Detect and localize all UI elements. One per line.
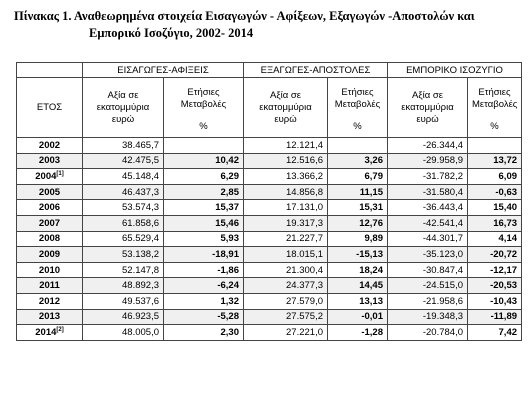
year-text: 2008 [38,233,61,245]
header-value-line-3: ευρώ [416,113,439,125]
group-header-imports: ΕΙΣΑΓΩΓΕΣ-ΑΦΙΞΕΙΣ [83,63,244,78]
imports-value-cell: 61.858,6 [83,215,164,231]
imports-value-cell: 48.005,0 [83,325,164,341]
exports-value-cell: 12.121,4 [244,138,328,154]
imports-change-cell: 15,37 [164,200,244,216]
group-header-empty [17,63,83,78]
header-imports-value [83,78,164,138]
year-cell [17,262,83,278]
year-cell [17,169,83,185]
exports-value-cell: 18.015,1 [244,247,328,263]
balance-value-cell: -30.847,4 [388,262,468,278]
header-value-line-2: εκατομμύρια [401,101,454,113]
balance-change-cell: -20,53 [468,278,522,294]
table-row [17,262,522,278]
exports-change-cell: 13,13 [328,293,388,309]
imports-change-cell: 6,29 [164,169,244,185]
header-change-line-1: Ετήσιες [187,87,220,98]
imports-change-cell: 10,42 [164,153,244,169]
table-row [17,293,522,309]
imports-value-cell: 52.147,8 [83,262,164,278]
balance-change-cell: 15,40 [468,200,522,216]
table-row [17,309,522,325]
imports-value-cell: 53.574,3 [83,200,164,216]
balance-value-cell: -19.348,3 [388,309,468,325]
header-balance-value [388,78,468,138]
exports-value-cell: 13.366,2 [244,169,328,185]
header-balance-change [468,78,522,138]
balance-value-cell: -42.541,4 [388,215,468,231]
balance-change-cell: -20,72 [468,247,522,263]
imports-change-cell: 15,46 [164,215,244,231]
balance-change-cell: 6,09 [468,169,522,185]
year-text: 2012 [38,295,61,307]
year-cell [17,278,83,294]
balance-change-cell: -10,43 [468,293,522,309]
year-cell [17,215,83,231]
balance-change-cell: -12,17 [468,262,522,278]
balance-value-cell: -20.784,0 [388,325,468,341]
balance-change-cell: 7,42 [468,325,522,341]
header-change-line-1: Ετήσιες [478,87,511,98]
table-caption [14,8,524,42]
footnote-marker: [1] [56,170,64,177]
header-exports-value [244,78,328,138]
balance-change-cell [468,138,522,154]
header-change-unit: % [490,121,499,132]
year-text: 2004 [35,170,57,182]
exports-change-cell: 15,31 [328,200,388,216]
year-text: 2005 [38,186,61,198]
balance-value-cell: -21.958,6 [388,293,468,309]
header-value-line-1: Αξία σε [270,89,301,101]
year-text: 2009 [38,248,61,260]
balance-value-cell: -26.344,4 [388,138,468,154]
imports-change-cell: -18,91 [164,247,244,263]
exports-change-cell [328,138,388,154]
year-cell [17,200,83,216]
year-text: 2013 [38,311,61,323]
table-body [17,138,522,341]
table-row [17,138,522,154]
exports-change-cell: 6,79 [328,169,388,185]
imports-value-cell: 45.148,4 [83,169,164,185]
balance-change-cell: 13,72 [468,153,522,169]
header-change-line-2: Μεταβολές [472,99,518,110]
column-header-row [17,78,522,138]
imports-change-cell: 5,93 [164,231,244,247]
year-text: 2011 [39,280,60,292]
year-text: 2006 [38,202,61,214]
exports-value-cell: 24.377,3 [244,278,328,294]
balance-change-cell: -0,63 [468,184,522,200]
imports-value-cell: 65.529,4 [83,231,164,247]
balance-value-cell: -36.443,4 [388,200,468,216]
imports-value-cell: 38.465,7 [83,138,164,154]
imports-change-cell: 1,32 [164,293,244,309]
balance-change-cell: 4,14 [468,231,522,247]
year-text: 2010 [38,264,61,276]
group-header-row [17,63,522,78]
caption-line-2: Εμπορικό Ισοζύγιο, 2002- 2014 [89,26,254,40]
exports-value-cell: 12.516,6 [244,153,328,169]
exports-change-cell: 14,45 [328,278,388,294]
exports-change-cell: 18,24 [328,262,388,278]
exports-value-cell: 21.300,4 [244,262,328,278]
imports-change-cell: -5,28 [164,309,244,325]
header-year: ΕΤΟΣ [17,78,83,138]
year-cell [17,184,83,200]
exports-change-cell: 12,76 [328,215,388,231]
exports-change-cell: 11,15 [328,184,388,200]
header-value-line-3: ευρώ [274,113,297,125]
table-row [17,153,522,169]
imports-value-cell: 49.537,6 [83,293,164,309]
year-cell [17,138,83,154]
imports-value-cell: 42.475,5 [83,153,164,169]
balance-value-cell: -31.580,4 [388,184,468,200]
exports-value-cell: 27.579,0 [244,293,328,309]
exports-change-cell: -0,01 [328,309,388,325]
table-row [17,169,522,185]
table-row [17,231,522,247]
year-cell [17,231,83,247]
exports-change-cell: -1,28 [328,325,388,341]
header-value-line-2: εκατομμύρια [96,101,150,113]
balance-change-cell: -11,89 [468,309,522,325]
table-row [17,215,522,231]
header-change-line-2: Μεταβολές [180,99,227,110]
table-row [17,247,522,263]
year-text: 2007 [38,217,61,229]
exports-value-cell: 21.227,7 [244,231,328,247]
year-text: 2014 [35,326,57,338]
year-cell [17,293,83,309]
header-value-line-3: ευρώ [111,113,135,125]
year-cell [17,153,83,169]
balance-value-cell: -29.958,9 [388,153,468,169]
footnote-marker: [2] [56,326,64,333]
header-change-unit: % [199,121,208,132]
year-text: 2003 [38,155,61,167]
exports-value-cell: 17.131,0 [244,200,328,216]
balance-value-cell: -44.301,7 [388,231,468,247]
exports-value-cell: 19.317,3 [244,215,328,231]
exports-change-cell: 9,89 [328,231,388,247]
table-row [17,325,522,341]
header-change-unit: % [353,121,362,132]
table-row [17,184,522,200]
header-value-line-1: Αξία σε [107,89,139,101]
balance-value-cell: -24.515,0 [388,278,468,294]
balance-change-cell: 16,73 [468,215,522,231]
header-value-line-1: Αξία σε [412,89,443,101]
imports-change-cell [164,138,244,154]
table-row [17,278,522,294]
header-change-line-2: Μεταβολές [334,99,381,110]
imports-change-cell: -6,24 [164,278,244,294]
imports-change-cell: -1,86 [164,262,244,278]
year-cell [17,247,83,263]
header-change-line-1: Ετήσιες [341,87,374,98]
header-value-line-2: εκατομμύρια [259,101,312,113]
group-header-balance: ΕΜΠΟΡΙΚΟ ΙΣΟΖΥΓΙΟ [388,63,522,78]
balance-value-cell: -31.782,2 [388,169,468,185]
year-text: 2002 [38,139,61,151]
group-header-exports: ΕΞΑΓΩΓΕΣ-ΑΠΟΣΤΟΛΕΣ [244,63,388,78]
exports-change-cell: 3,26 [328,153,388,169]
balance-value-cell: -35.123,0 [388,247,468,263]
imports-change-cell: 2,30 [164,325,244,341]
table-row [17,200,522,216]
exports-value-cell: 14.856,8 [244,184,328,200]
imports-change-cell: 2,85 [164,184,244,200]
trade-table [16,62,522,341]
imports-value-cell: 46.923,5 [83,309,164,325]
imports-value-cell: 53.138,2 [83,247,164,263]
imports-value-cell: 46.437,3 [83,184,164,200]
year-cell [17,309,83,325]
header-imports-change [164,78,244,138]
exports-change-cell: -15,13 [328,247,388,263]
imports-value-cell: 48.892,3 [83,278,164,294]
year-cell [17,325,83,341]
exports-value-cell: 27.221,0 [244,325,328,341]
header-exports-change [328,78,388,138]
exports-value-cell: 27.575,2 [244,309,328,325]
caption-line-1: Πίνακας 1. Αναθεωρημένα στοιχεία Εισαγωγών - Αφίξεων, Εξαγωγών -Αποστολών και [14,9,475,23]
